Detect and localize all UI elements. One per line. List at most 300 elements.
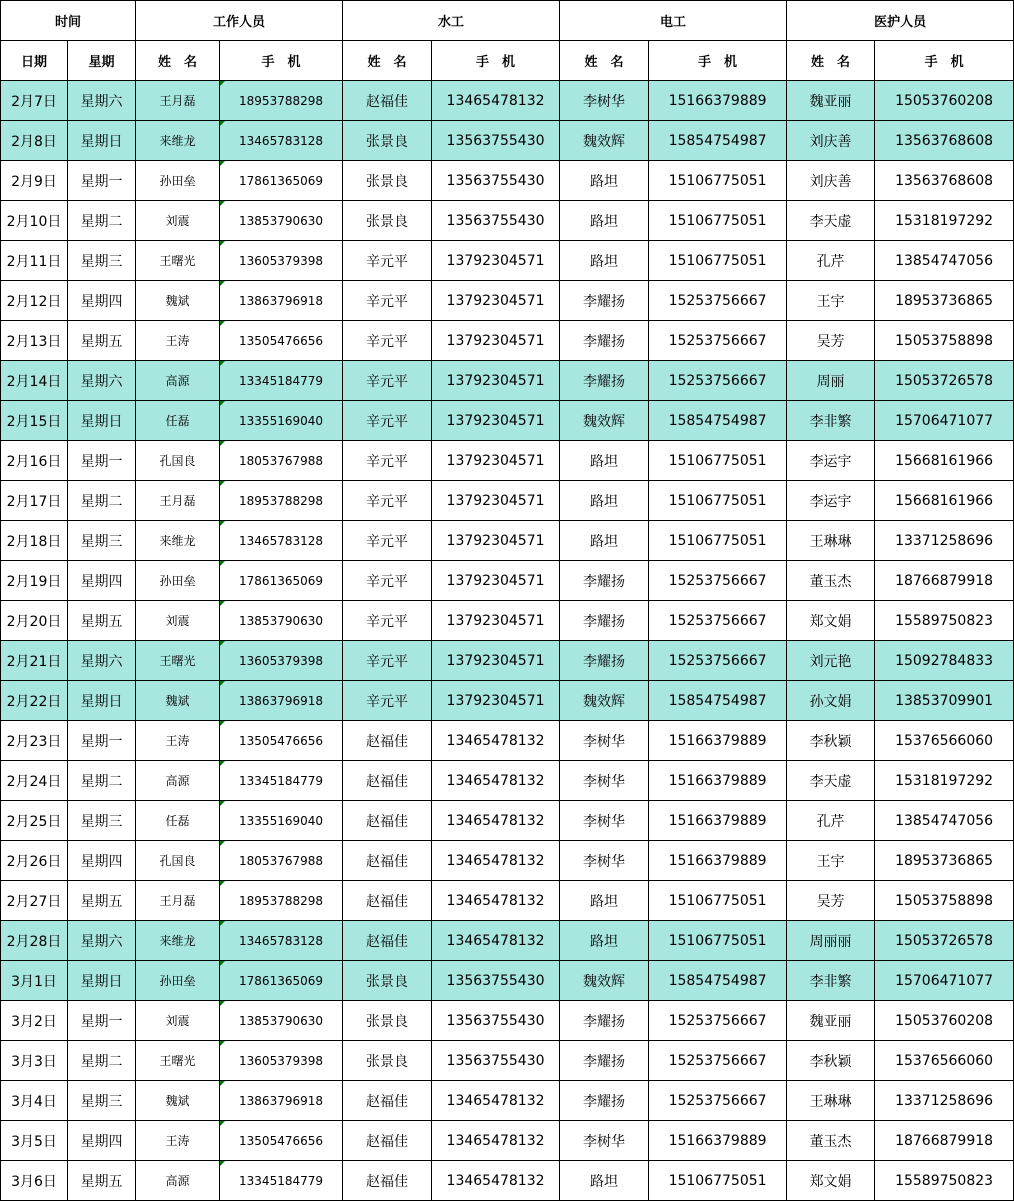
table-row (1, 801, 1014, 841)
plumber-phone: 13465478132 (432, 1161, 560, 1201)
medical-name: 王宇 (787, 281, 875, 321)
weekday-cell: 星期一 (68, 161, 136, 201)
staff-phone: 13605379398 (220, 641, 343, 681)
column-header-plumber-phone: 手 机 (432, 41, 560, 81)
plumber-phone: 13792304571 (432, 241, 560, 281)
electrician-name: 路坦 (560, 481, 649, 521)
electrician-phone: 15106775051 (649, 521, 787, 561)
weekday-cell: 星期三 (68, 801, 136, 841)
plumber-name: 赵福佳 (343, 1081, 432, 1121)
staff-phone: 18953788298 (220, 881, 343, 921)
weekday-cell: 星期五 (68, 1161, 136, 1201)
date-cell: 2月12日 (1, 281, 68, 321)
plumber-name: 赵福佳 (343, 721, 432, 761)
staff-phone: 18053767988 (220, 841, 343, 881)
date-cell: 2月11日 (1, 241, 68, 281)
electrician-name: 路坦 (560, 241, 649, 281)
date-cell: 2月10日 (1, 201, 68, 241)
electrician-name: 魏效辉 (560, 401, 649, 441)
electrician-name: 李树华 (560, 1121, 649, 1161)
date-cell: 2月19日 (1, 561, 68, 601)
weekday-cell: 星期六 (68, 361, 136, 401)
weekday-cell: 星期日 (68, 401, 136, 441)
plumber-name: 辛元平 (343, 361, 432, 401)
date-cell: 2月28日 (1, 921, 68, 961)
staff-name: 王曙光 (136, 241, 220, 281)
staff-phone: 13345184779 (220, 361, 343, 401)
table-row (1, 481, 1014, 521)
medical-name: 李非繁 (787, 401, 875, 441)
medical-phone: 15053760208 (875, 81, 1014, 121)
plumber-name: 辛元平 (343, 641, 432, 681)
electrician-phone: 15166379889 (649, 801, 787, 841)
date-cell: 3月1日 (1, 961, 68, 1001)
weekday-cell: 星期三 (68, 241, 136, 281)
medical-phone: 13854747056 (875, 241, 1014, 281)
medical-phone: 15706471077 (875, 961, 1014, 1001)
plumber-phone: 13465478132 (432, 761, 560, 801)
electrician-name: 路坦 (560, 441, 649, 481)
date-cell: 2月27日 (1, 881, 68, 921)
electrician-phone: 15854754987 (649, 681, 787, 721)
electrician-phone: 15106775051 (649, 201, 787, 241)
medical-phone: 15318197292 (875, 761, 1014, 801)
weekday-cell: 星期五 (68, 881, 136, 921)
plumber-name: 赵福佳 (343, 761, 432, 801)
date-cell: 2月13日 (1, 321, 68, 361)
date-cell: 2月16日 (1, 441, 68, 481)
table-row (1, 81, 1014, 121)
medical-phone: 18766879918 (875, 561, 1014, 601)
table-row (1, 921, 1014, 961)
date-cell: 2月9日 (1, 161, 68, 201)
table-row (1, 1001, 1014, 1041)
medical-name: 王琳琳 (787, 1081, 875, 1121)
electrician-name: 魏效辉 (560, 681, 649, 721)
plumber-name: 张景良 (343, 1001, 432, 1041)
electrician-name: 路坦 (560, 201, 649, 241)
weekday-cell: 星期一 (68, 721, 136, 761)
medical-phone: 13563768608 (875, 161, 1014, 201)
electrician-phone: 15253756667 (649, 1041, 787, 1081)
medical-phone: 15668161966 (875, 441, 1014, 481)
electrician-name: 李耀扬 (560, 321, 649, 361)
date-cell: 2月15日 (1, 401, 68, 441)
date-cell: 2月25日 (1, 801, 68, 841)
plumber-name: 辛元平 (343, 281, 432, 321)
plumber-phone: 13465478132 (432, 921, 560, 961)
date-cell: 2月23日 (1, 721, 68, 761)
weekday-cell: 星期日 (68, 681, 136, 721)
group-header-plumber: 水工 (343, 1, 560, 41)
medical-name: 孙文娟 (787, 681, 875, 721)
plumber-phone: 13563755430 (432, 1001, 560, 1041)
date-cell: 2月18日 (1, 521, 68, 561)
column-header-electrician-name: 姓 名 (560, 41, 649, 81)
table-row (1, 521, 1014, 561)
electrician-name: 李树华 (560, 721, 649, 761)
group-header-electrician: 电工 (560, 1, 787, 41)
staff-name: 王曙光 (136, 641, 220, 681)
plumber-phone: 13465478132 (432, 1121, 560, 1161)
staff-phone: 13853790630 (220, 201, 343, 241)
electrician-phone: 15253756667 (649, 1001, 787, 1041)
weekday-cell: 星期六 (68, 641, 136, 681)
column-header-staff-name: 姓 名 (136, 41, 220, 81)
weekday-cell: 星期日 (68, 961, 136, 1001)
medical-phone: 15053758898 (875, 881, 1014, 921)
medical-phone: 15053726578 (875, 361, 1014, 401)
medical-name: 李秋颖 (787, 721, 875, 761)
electrician-phone: 15106775051 (649, 161, 787, 201)
staff-name: 任磊 (136, 401, 220, 441)
medical-phone: 13563768608 (875, 121, 1014, 161)
staff-name: 王月磊 (136, 81, 220, 121)
medical-name: 吴芳 (787, 881, 875, 921)
electrician-name: 路坦 (560, 921, 649, 961)
weekday-cell: 星期五 (68, 321, 136, 361)
weekday-cell: 星期四 (68, 561, 136, 601)
plumber-phone: 13465478132 (432, 841, 560, 881)
medical-name: 刘庆善 (787, 161, 875, 201)
table-row (1, 1161, 1014, 1201)
staff-name: 高源 (136, 361, 220, 401)
date-cell: 2月24日 (1, 761, 68, 801)
group-header-medical: 医护人员 (787, 1, 1014, 41)
electrician-phone: 15106775051 (649, 881, 787, 921)
staff-name: 王月磊 (136, 881, 220, 921)
medical-name: 李天虚 (787, 761, 875, 801)
electrician-name: 李耀扬 (560, 1081, 649, 1121)
medical-name: 李天虚 (787, 201, 875, 241)
medical-phone: 15053726578 (875, 921, 1014, 961)
staff-name: 刘震 (136, 601, 220, 641)
medical-name: 李秋颖 (787, 1041, 875, 1081)
electrician-name: 路坦 (560, 521, 649, 561)
table-row (1, 721, 1014, 761)
electrician-phone: 15106775051 (649, 441, 787, 481)
staff-name: 来维龙 (136, 521, 220, 561)
table-row (1, 841, 1014, 881)
plumber-phone: 13563755430 (432, 161, 560, 201)
medical-phone: 15092784833 (875, 641, 1014, 681)
medical-phone: 15318197292 (875, 201, 1014, 241)
weekday-cell: 星期一 (68, 441, 136, 481)
weekday-cell: 星期四 (68, 1121, 136, 1161)
weekday-cell: 星期二 (68, 481, 136, 521)
electrician-phone: 15253756667 (649, 361, 787, 401)
plumber-name: 赵福佳 (343, 921, 432, 961)
date-cell: 3月5日 (1, 1121, 68, 1161)
weekday-cell: 星期二 (68, 761, 136, 801)
staff-name: 王涛 (136, 1121, 220, 1161)
column-header-date: 日期 (1, 41, 68, 81)
staff-phone: 13863796918 (220, 681, 343, 721)
electrician-name: 李耀扬 (560, 1041, 649, 1081)
medical-phone: 15668161966 (875, 481, 1014, 521)
medical-phone: 15706471077 (875, 401, 1014, 441)
staff-phone: 13605379398 (220, 241, 343, 281)
electrician-phone: 15106775051 (649, 241, 787, 281)
plumber-name: 张景良 (343, 1041, 432, 1081)
staff-phone: 17861365069 (220, 961, 343, 1001)
electrician-name: 路坦 (560, 161, 649, 201)
column-header-weekday: 星期 (68, 41, 136, 81)
plumber-name: 赵福佳 (343, 1121, 432, 1161)
table-row (1, 121, 1014, 161)
plumber-phone: 13465478132 (432, 81, 560, 121)
medical-name: 郑文娟 (787, 1161, 875, 1201)
staff-name: 来维龙 (136, 121, 220, 161)
table-row (1, 761, 1014, 801)
electrician-phone: 15253756667 (649, 561, 787, 601)
column-header-electrician-phone: 手 机 (649, 41, 787, 81)
plumber-name: 辛元平 (343, 601, 432, 641)
medical-phone: 13853709901 (875, 681, 1014, 721)
staff-name: 魏斌 (136, 1081, 220, 1121)
staff-name: 王涛 (136, 321, 220, 361)
table-row (1, 881, 1014, 921)
medical-name: 董玉杰 (787, 1121, 875, 1161)
electrician-phone: 15253756667 (649, 1081, 787, 1121)
staff-name: 王曙光 (136, 1041, 220, 1081)
plumber-name: 辛元平 (343, 681, 432, 721)
electrician-name: 李耀扬 (560, 601, 649, 641)
staff-phone: 13505476656 (220, 321, 343, 361)
staff-phone: 13355169040 (220, 401, 343, 441)
electrician-name: 李耀扬 (560, 281, 649, 321)
date-cell: 3月3日 (1, 1041, 68, 1081)
table-row (1, 681, 1014, 721)
staff-phone: 13605379398 (220, 1041, 343, 1081)
table-row (1, 441, 1014, 481)
medical-phone: 18953736865 (875, 281, 1014, 321)
plumber-name: 张景良 (343, 121, 432, 161)
date-cell: 2月8日 (1, 121, 68, 161)
staff-name: 来维龙 (136, 921, 220, 961)
electrician-name: 李耀扬 (560, 361, 649, 401)
medical-name: 魏亚丽 (787, 81, 875, 121)
weekday-cell: 星期一 (68, 1001, 136, 1041)
staff-phone: 13465783128 (220, 521, 343, 561)
staff-phone: 18953788298 (220, 481, 343, 521)
electrician-name: 李树华 (560, 81, 649, 121)
column-header-plumber-name: 姓 名 (343, 41, 432, 81)
medical-name: 李运宇 (787, 441, 875, 481)
table-row (1, 961, 1014, 1001)
column-header-medical-phone: 手 机 (875, 41, 1014, 81)
staff-name: 孙田垒 (136, 161, 220, 201)
electrician-phone: 15854754987 (649, 121, 787, 161)
column-header-medical-name: 姓 名 (787, 41, 875, 81)
electrician-phone: 15166379889 (649, 721, 787, 761)
electrician-name: 李树华 (560, 761, 649, 801)
table-row (1, 1041, 1014, 1081)
table-row (1, 1121, 1014, 1161)
date-cell: 2月20日 (1, 601, 68, 641)
staff-name: 孔国良 (136, 441, 220, 481)
plumber-name: 张景良 (343, 961, 432, 1001)
staff-name: 任磊 (136, 801, 220, 841)
table-row (1, 361, 1014, 401)
medical-name: 董玉杰 (787, 561, 875, 601)
plumber-phone: 13792304571 (432, 521, 560, 561)
plumber-name: 辛元平 (343, 241, 432, 281)
plumber-phone: 13792304571 (432, 601, 560, 641)
date-cell: 3月4日 (1, 1081, 68, 1121)
weekday-cell: 星期六 (68, 921, 136, 961)
staff-name: 孙田垒 (136, 961, 220, 1001)
electrician-name: 路坦 (560, 1161, 649, 1201)
medical-name: 孔芹 (787, 241, 875, 281)
medical-phone: 15589750823 (875, 1161, 1014, 1201)
table-row (1, 601, 1014, 641)
group-header-staff: 工作人员 (136, 1, 343, 41)
staff-name: 魏斌 (136, 681, 220, 721)
staff-name: 王月磊 (136, 481, 220, 521)
weekday-cell: 星期二 (68, 1041, 136, 1081)
plumber-name: 赵福佳 (343, 1161, 432, 1201)
electrician-name: 魏效辉 (560, 961, 649, 1001)
staff-phone: 13505476656 (220, 721, 343, 761)
plumber-phone: 13563755430 (432, 1041, 560, 1081)
table-row (1, 321, 1014, 361)
electrician-name: 魏效辉 (560, 121, 649, 161)
medical-phone: 13371258696 (875, 1081, 1014, 1121)
medical-phone: 15376566060 (875, 721, 1014, 761)
medical-name: 魏亚丽 (787, 1001, 875, 1041)
weekday-cell: 星期五 (68, 601, 136, 641)
plumber-name: 赵福佳 (343, 841, 432, 881)
medical-phone: 13371258696 (875, 521, 1014, 561)
medical-phone: 15053760208 (875, 1001, 1014, 1041)
weekday-cell: 星期四 (68, 281, 136, 321)
plumber-phone: 13792304571 (432, 681, 560, 721)
medical-name: 刘庆善 (787, 121, 875, 161)
medical-phone: 15053758898 (875, 321, 1014, 361)
plumber-name: 张景良 (343, 161, 432, 201)
electrician-phone: 15166379889 (649, 1121, 787, 1161)
electrician-name: 李树华 (560, 841, 649, 881)
plumber-phone: 13792304571 (432, 321, 560, 361)
electrician-phone: 15166379889 (649, 761, 787, 801)
plumber-phone: 13465478132 (432, 721, 560, 761)
plumber-phone: 13563755430 (432, 201, 560, 241)
medical-phone: 15589750823 (875, 601, 1014, 641)
plumber-phone: 13792304571 (432, 561, 560, 601)
staff-name: 刘震 (136, 201, 220, 241)
staff-phone: 18053767988 (220, 441, 343, 481)
plumber-name: 辛元平 (343, 441, 432, 481)
medical-name: 王琳琳 (787, 521, 875, 561)
table-row (1, 561, 1014, 601)
plumber-phone: 13563755430 (432, 961, 560, 1001)
staff-phone: 13863796918 (220, 281, 343, 321)
medical-name: 刘元艳 (787, 641, 875, 681)
staff-phone: 17861365069 (220, 161, 343, 201)
date-cell: 2月22日 (1, 681, 68, 721)
electrician-name: 李耀扬 (560, 561, 649, 601)
weekday-cell: 星期三 (68, 1081, 136, 1121)
date-cell: 2月17日 (1, 481, 68, 521)
staff-phone: 18953788298 (220, 81, 343, 121)
date-cell: 2月21日 (1, 641, 68, 681)
medical-phone: 18953736865 (875, 841, 1014, 881)
medical-name: 王宇 (787, 841, 875, 881)
group-header-row (1, 1, 1014, 41)
staff-phone: 13345184779 (220, 1161, 343, 1201)
electrician-phone: 15854754987 (649, 961, 787, 1001)
plumber-phone: 13792304571 (432, 281, 560, 321)
group-header-time: 时间 (1, 1, 136, 41)
medical-phone: 15376566060 (875, 1041, 1014, 1081)
medical-name: 吴芳 (787, 321, 875, 361)
electrician-phone: 15106775051 (649, 1161, 787, 1201)
electrician-phone: 15253756667 (649, 281, 787, 321)
electrician-phone: 15253756667 (649, 641, 787, 681)
electrician-phone: 15106775051 (649, 921, 787, 961)
plumber-phone: 13792304571 (432, 401, 560, 441)
staff-name: 刘震 (136, 1001, 220, 1041)
electrician-name: 李耀扬 (560, 641, 649, 681)
plumber-name: 辛元平 (343, 401, 432, 441)
medical-name: 周丽 (787, 361, 875, 401)
staff-name: 魏斌 (136, 281, 220, 321)
staff-phone: 13465783128 (220, 121, 343, 161)
column-header-row (1, 41, 1014, 81)
plumber-phone: 13465478132 (432, 801, 560, 841)
column-header-staff-phone: 手 机 (220, 41, 343, 81)
medical-name: 李运宇 (787, 481, 875, 521)
staff-phone: 13505476656 (220, 1121, 343, 1161)
plumber-name: 赵福佳 (343, 801, 432, 841)
weekday-cell: 星期六 (68, 81, 136, 121)
staff-name: 王涛 (136, 721, 220, 761)
electrician-name: 路坦 (560, 881, 649, 921)
staff-phone: 13355169040 (220, 801, 343, 841)
staff-phone: 13853790630 (220, 1001, 343, 1041)
table-row (1, 161, 1014, 201)
plumber-phone: 13792304571 (432, 361, 560, 401)
weekday-cell: 星期日 (68, 121, 136, 161)
table-row (1, 281, 1014, 321)
electrician-phone: 15854754987 (649, 401, 787, 441)
table-row (1, 401, 1014, 441)
weekday-cell: 星期四 (68, 841, 136, 881)
staff-phone: 13465783128 (220, 921, 343, 961)
plumber-name: 张景良 (343, 201, 432, 241)
electrician-phone: 15106775051 (649, 481, 787, 521)
staff-name: 孙田垒 (136, 561, 220, 601)
plumber-phone: 13465478132 (432, 1081, 560, 1121)
staff-phone: 13345184779 (220, 761, 343, 801)
weekday-cell: 星期三 (68, 521, 136, 561)
plumber-name: 赵福佳 (343, 881, 432, 921)
medical-phone: 18766879918 (875, 1121, 1014, 1161)
plumber-phone: 13465478132 (432, 881, 560, 921)
electrician-phone: 15253756667 (649, 601, 787, 641)
staff-phone: 13863796918 (220, 1081, 343, 1121)
date-cell: 2月14日 (1, 361, 68, 401)
date-cell: 3月6日 (1, 1161, 68, 1201)
table-row (1, 201, 1014, 241)
plumber-name: 辛元平 (343, 321, 432, 361)
table-row (1, 1081, 1014, 1121)
electrician-phone: 15166379889 (649, 841, 787, 881)
plumber-phone: 13792304571 (432, 481, 560, 521)
plumber-name: 赵福佳 (343, 81, 432, 121)
staff-phone: 13853790630 (220, 601, 343, 641)
